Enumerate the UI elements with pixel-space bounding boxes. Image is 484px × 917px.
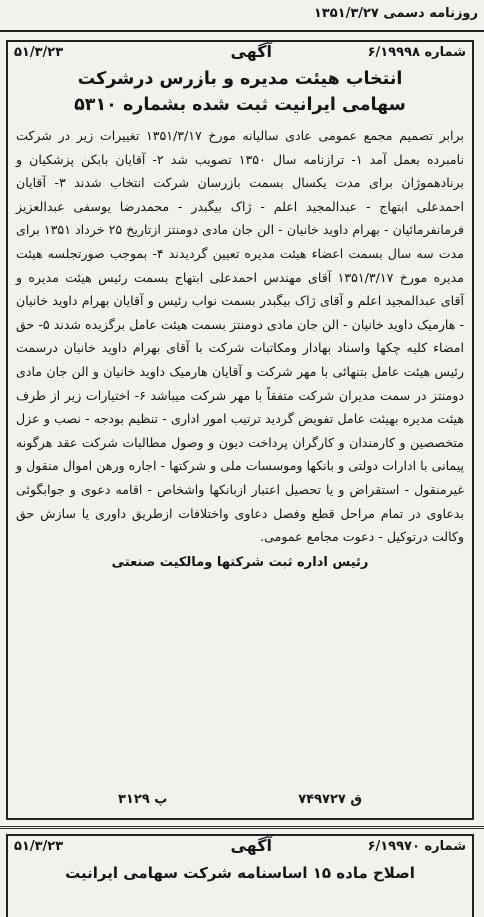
notice-kind: آگهی xyxy=(230,42,272,61)
next-notice-date: ۵۱/۳/۲۳ xyxy=(14,839,64,854)
next-notice-header xyxy=(8,836,472,858)
notice-header xyxy=(8,42,472,64)
newspaper-masthead xyxy=(0,0,484,32)
next-notice-number: شماره ۶/۱۹۹۷۰ xyxy=(367,839,466,854)
notice-body: برابر تصمیم مجمع عمومی عادی سالیانه مورخ ۱۳۵۱/۳/۱۷ تغییرات زیر در شرکت نامبرده بعمل آمد ۱- ترازنامه سال ۱۳۵۰ تصویب شد ۲- آقایان بابکن پزشکیان و برنادهموژان برای مدت یکسال بسمت بازرسان شرکت انتخاب شدند ۳- آقایان احمدعلی ابتهاج - عبدالمجید اعلم - ژاک بیگبدر - محمدرضا یوسفی عبدالعزیز فرمانفرمائیان - بهرام داوید خانیان - الن جان مادی دومنتز ازتاریخ ۲۵ خرداد ۱۳۵۱ برای مدت سه سال بسمت اعضاء هیئت مدیره تعیین گردیدند ۴- بموجب صورتجلسه هیئت مدیره مورخ ۱۳۵۱/۳/۱۷ آقای مهندس احمدعلی ابتهاج بسمت رئیس هیئت مدیره و آقای عبدالمجید اعلم و آقای ژاک بیگبدر بسمت نواب رئیس و آقایان بهرام داوید خانیان - هارمیک داوید خانیان - الن جان مادی دومنتز بسمت هیئت عامل برگزیده شدند ۵- حق امضاء کلیه چکها واسناد بهادار ومکاتبات شرکت با آقای بهرام داوید خانیان درسمت رئیس هیئت عامل بتنهائی با مهر شرکت و آقایان هارمیک داوید خانیان و الن جان مادی دومنتز در سمت مدیران شرکت متفقاً با مهر شرکت میباشد ۶- اختیارات زیر از طرف هیئت مدیره بهیئت عامل تفویض گردید ترتیب امور اداری - تنظیم بودجه - نصب و عزل متخصصین و کارمندان و کارگران پرداخت دیون و وصول مطالبات شرکت عقد هرگونه پیمانی با ادارات دولتی و بانکها وموسسات ملی و شرکتها - اجاره ورهن اموال منقول و غیرمنقول - استقراض و یا تحصیل اعتبار ازبانکها واشخاص - اقامه دعوی و جوابگوئی بدعاوی در تمام مراحل قطع وفصل دعاوی واختلافات ازطریق داوری یا سازش حق وکالت درتوکیل - دعوت مجامع عمومی. xyxy=(16,128,465,545)
notice-title-line-1: انتخاب هیئت مدیره و بازرس درشرکت xyxy=(77,69,403,89)
legal-notice xyxy=(6,40,474,820)
next-notice xyxy=(6,834,474,917)
notice-date: ۵۱/۳/۲۳ xyxy=(14,45,64,60)
notice-signature: رئیس اداره ثبت شرکتها ومالکیت صنعتی xyxy=(111,554,369,570)
section-divider xyxy=(0,826,484,832)
next-notice-kind: آگهی xyxy=(230,836,272,855)
notice-title-line-2: سهامی ایرانیت ثبت شده بشماره ۵۳۱۰ xyxy=(74,95,406,115)
notice-reference: ۳۱۲۹ پ xyxy=(118,792,168,807)
notice-footer xyxy=(8,792,472,812)
notice-number: شماره ۶/۱۹۹۹۸ xyxy=(367,45,466,60)
notice-title xyxy=(14,66,466,118)
issue-date-line: روزنامه دسمی ۱۳۵۱/۳/۲۷ xyxy=(313,6,478,21)
notice-code: ۷۴۹۷۲۷ ق xyxy=(298,792,362,807)
next-notice-title: اصلاح ماده ۱۵ اساسنامه شرکت سهامی ایرانیت xyxy=(65,864,415,882)
